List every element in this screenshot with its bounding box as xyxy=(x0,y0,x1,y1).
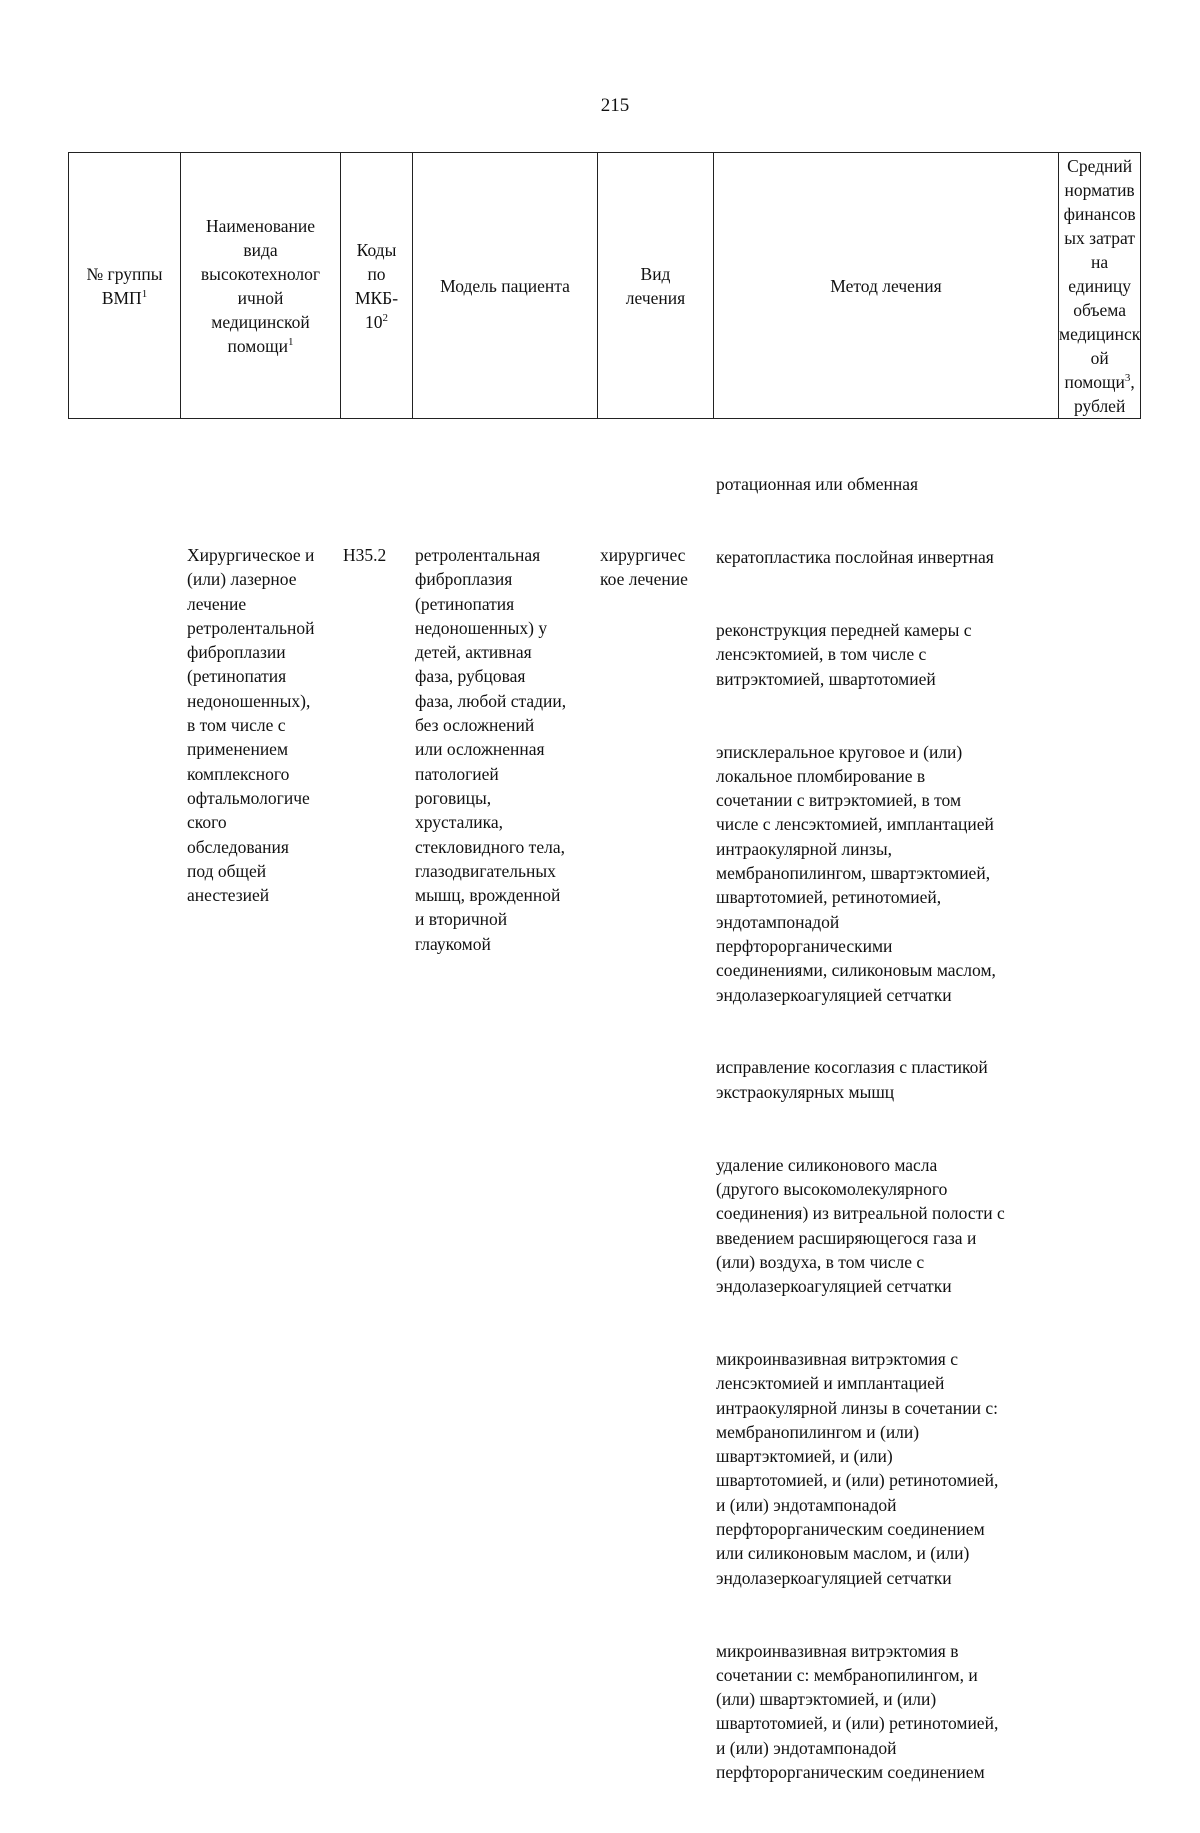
header-average-cost: Средний норматив финансов ых затрат на единицу объема медицинск ой помощи$^3$, рублей xyxy=(1059,153,1141,419)
row-treatment-methods xyxy=(716,448,1061,1833)
method-item: ротационная или обменная xyxy=(716,474,919,495)
method-item: микроинвазивная витрэктомия с ленсэктомией и имплантацией интраокулярной линзы в сочетании с: мембранопилингом и (или) швартэктомией, и (или) швартотомией, и (или) ретинотомией, и (или) эндотампонадой перфторорганическим соединением или силиконовым маслом, и (или) эндолазеркоагуляцией сетчатки xyxy=(716,1348,999,1588)
row-patient-model: ретролентальная фиброплазия (ретинопатия недоношенных) у детей, активная фаза, рубцовая фаза, любой стадии, без осложнений или осложненная патологией роговицы, хрусталика, стекловидного тела, глазодвигательных мышц, врожденной и вторичной глаукомой xyxy=(415,545,567,954)
method-item: кератопластика послойная инвертная xyxy=(716,547,994,568)
header-icd-codes: Коды по МКБ- $10^2$ xyxy=(341,153,413,419)
header-group-number: № группы ВМП$^1$ xyxy=(69,153,181,419)
row-treatment-type: хирургичес кое лечение xyxy=(600,545,688,590)
header-treatment-type: Вид лечения xyxy=(598,153,714,419)
header-patient-model: Модель пациента xyxy=(413,153,598,419)
row-icd-code: H35.2 xyxy=(343,545,387,565)
header-row xyxy=(69,153,1141,419)
method-item: микроинвазивная витрэктомия в сочетании с: мембранопилингом, и (или) швартэктомией, и (или) швартотомией, и (или) ретинотомией, и (или) эндотампонадой перфторорганическим соединением xyxy=(716,1640,999,1783)
method-item: реконструкция передней камеры с ленсэктомией, в том числе с витрэктомией, швартотомией xyxy=(716,620,972,689)
method-item: удаление силиконового масла (другого высокомолекулярного соединения) из витреальной полости с введением расширяющегося газа и (или) воздуха, в том числе с эндолазеркоагуляцией сетчатки xyxy=(716,1154,1005,1297)
table-header xyxy=(68,152,1141,419)
method-item: исправление косоглазия с пластикой экстраокулярных мышц xyxy=(716,1057,988,1102)
row-care-type-name: Хирургическое и (или) лазерное лечение ретролентальной фиброплазии (ретинопатия недоношенных), в том числе с применением комплексного офтальмологиче ского обследования под общей анестезией xyxy=(187,545,315,906)
header-treatment-method: Метод лечения xyxy=(714,153,1059,419)
header-care-type-name: Наименование вида высокотехнолог ичной медицинской помощи$^1$ xyxy=(181,153,341,419)
method-item: эписклеральное круговое и (или) локальное пломбирование в сочетании с витрэктомией, в том числе с ленсэктомией, имплантацией интраокулярной линзы, мембранопилингом, швартэктомией, швартотомией, ретинотомией, эндотампонадой перфторорганическими соединениями, силиконовым маслом, эндолазеркоагуляцией сетчатки xyxy=(716,741,996,1005)
page-number: 215 xyxy=(600,95,630,116)
